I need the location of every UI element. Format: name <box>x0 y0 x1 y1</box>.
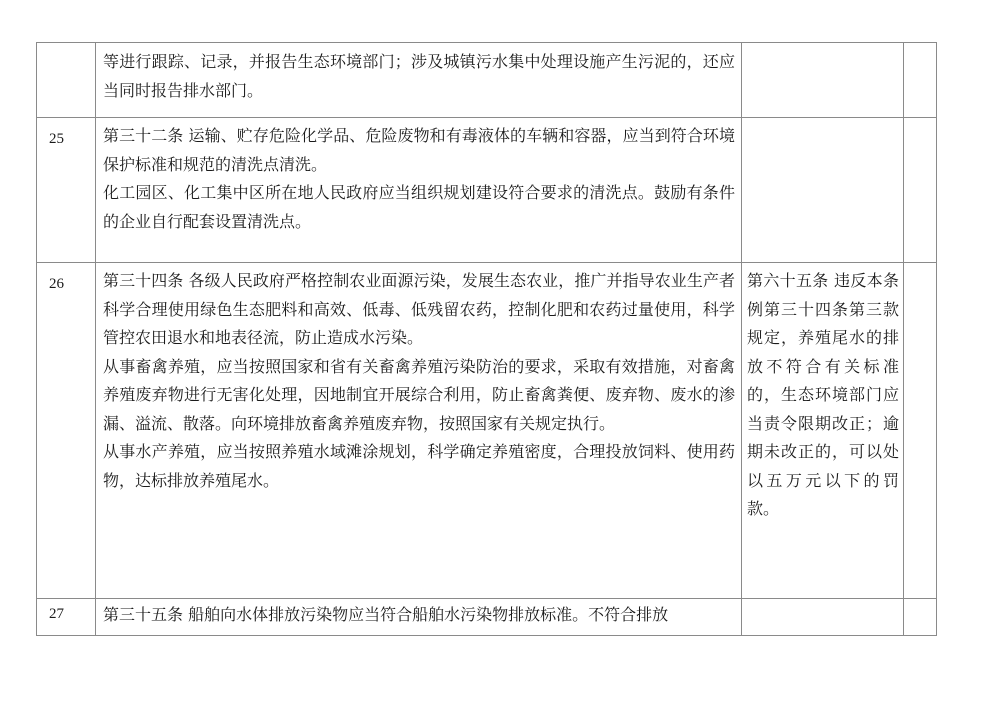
article-paragraph: 第三十二条 运输、贮存危险化学品、危险废物和有毒液体的车辆和容器，应当到符合环境保护标准和规范的清洗点清洗。 <box>103 126 735 174</box>
table-row <box>37 118 937 263</box>
row-number: 25 <box>37 118 96 263</box>
article-text <box>96 599 742 636</box>
penalty-text: 第六十五条 违反本条例第三十四条第三款规定，养殖尾水的排放不符合有关标准的，生态环境部门应当责令限期改正；逾期未改正的，可以处以五万元以下的罚款。 <box>742 263 904 599</box>
article-paragraph: 等进行跟踪、记录，并报告生态环境部门；涉及城镇污水集中处理设施产生污泥的，还应当同时报告排水部门。 <box>103 52 735 100</box>
extra-cell <box>904 263 937 599</box>
article-text <box>96 43 742 118</box>
article-paragraph: 第三十四条 各级人民政府严格控制农业面源污染，发展生态农业，推广并指导农业生产者科学合理使用绿色生态肥料和高效、低毒、低残留农药，控制化肥和农药过量使用，科学管控农田退水和地表径流，防止造成水污染。 <box>103 271 735 347</box>
row-number: 27 <box>37 599 96 636</box>
article-paragraph: 化工园区、化工集中区所在地人民政府应当组织规划建设符合要求的清洗点。鼓励有条件的企业自行配套设置清洗点。 <box>103 183 735 231</box>
extra-cell <box>904 599 937 636</box>
extra-cell <box>904 43 937 118</box>
article-paragraph: 从事水产养殖，应当按照养殖水域滩涂规划，科学确定养殖密度，合理投放饲料、使用药物，达标排放养殖尾水。 <box>103 442 735 490</box>
row-number: 26 <box>37 263 96 599</box>
article-paragraph: 从事畜禽养殖，应当按照国家和省有关畜禽养殖污染防治的要求，采取有效措施，对畜禽养殖废弃物进行无害化处理，因地制宜开展综合利用，防止畜禽粪便、废弃物、废水的渗漏、溢流、散落。向环境排放畜禽养殖废弃物，按照国家有关规定执行。 <box>103 356 735 433</box>
extra-cell <box>904 118 937 263</box>
article-text <box>96 118 742 263</box>
regulation-table <box>36 42 937 636</box>
table-row <box>37 43 937 118</box>
penalty-text <box>742 118 904 263</box>
table-row <box>37 599 937 636</box>
penalty-text <box>742 599 904 636</box>
penalty-text <box>742 43 904 118</box>
article-paragraph: 第三十五条 船舶向水体排放污染物应当符合船舶水污染物排放标准。不符合排放 <box>103 605 669 624</box>
table-row <box>37 263 937 599</box>
article-text <box>96 263 742 599</box>
row-number <box>37 43 96 118</box>
